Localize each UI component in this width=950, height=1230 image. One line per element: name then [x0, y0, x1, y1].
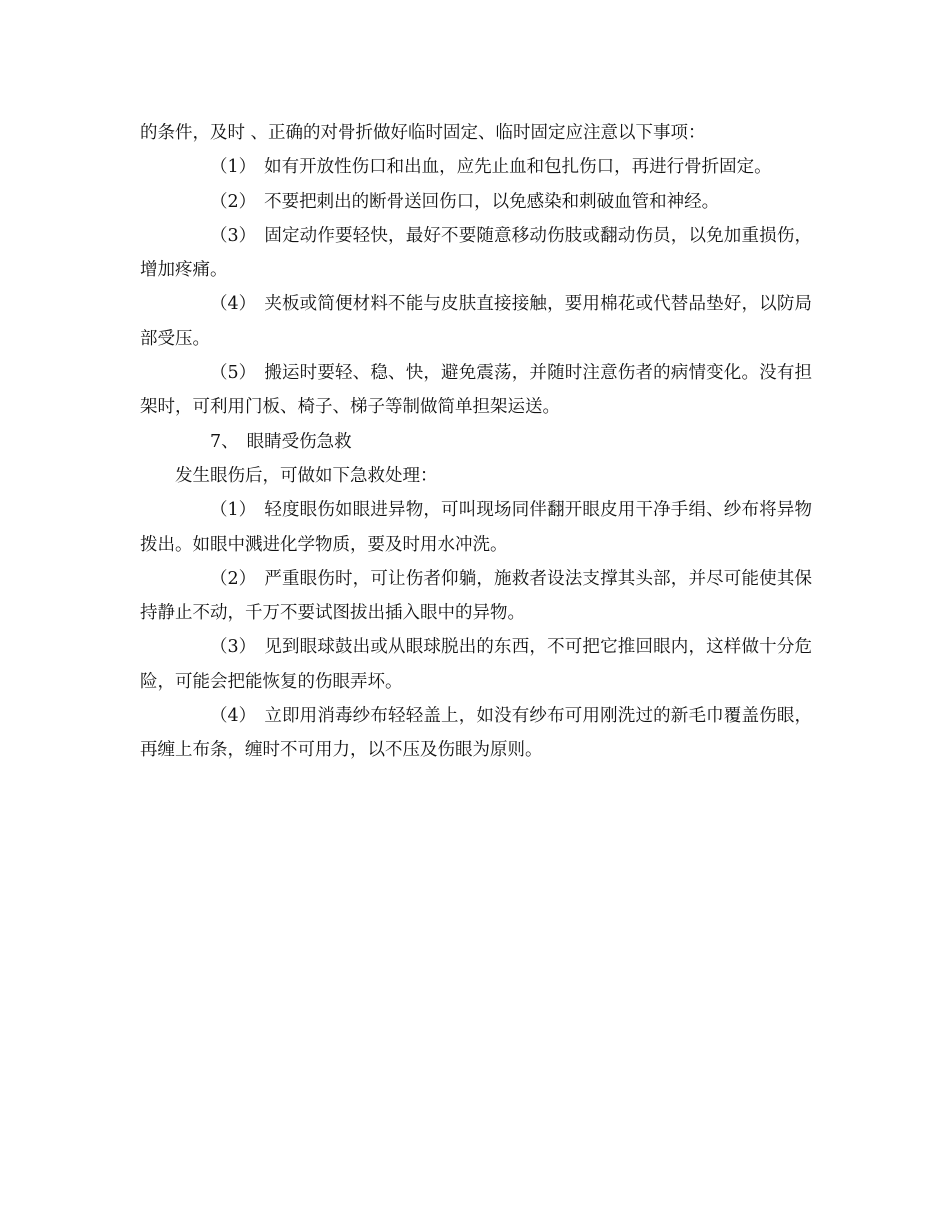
section-number: 7、 [210, 431, 239, 452]
paragraph-text: 不要把刺出的断骨送回伤口，以免感染和刺破血管和神经。 [264, 191, 720, 212]
paragraph-text: 搬运时要轻、稳、快，避免震荡，并随时注意伤者的病情变化。没有担架时，可利用门板、椅子、梯子等制做简单担架运送。 [140, 363, 812, 418]
paragraph-text: 严重眼伤时，可让伤者仰躺，施救者设法支撑其头部，并尽可能使其保持静止不动，千万不要试图拔出插入眼中的异物。 [140, 568, 812, 624]
paragraph-eye-item-4 [140, 699, 812, 768]
paragraph-intro [140, 116, 812, 150]
paragraph-eye-item-3 [140, 630, 812, 699]
section-title: 眼睛受伤急救 [246, 431, 352, 452]
list-marker: （3） [210, 637, 257, 658]
list-marker: （4） [210, 294, 257, 315]
paragraph-text: 固定动作要轻快，最好不要随意移动伤肢或翻动伤员，以免加重损伤，增加疼痛。 [140, 225, 812, 281]
paragraph-fracture-item-2 [140, 185, 812, 219]
paragraph-text: 夹板或简便材料不能与皮肤直接接触，要用棉花或代替品垫好，以防局部受压。 [140, 294, 812, 349]
list-marker: （1） [210, 157, 257, 178]
document-body [140, 116, 812, 768]
paragraph-text: 发生眼伤后，可做如下急救处理： [175, 465, 438, 486]
section-heading-eye-injury [140, 425, 812, 459]
paragraph-fracture-item-1 [140, 150, 812, 184]
paragraph-fracture-item-5 [140, 356, 812, 425]
paragraph-eye-item-1 [140, 493, 812, 562]
list-marker: （2） [210, 568, 257, 589]
list-marker: （1） [210, 500, 257, 521]
paragraph-text: 轻度眼伤如眼进异物，可叫现场同伴翻开眼皮用干净手绢、纱布将异物拨出。如眼中溅进化学物质，要及时用水冲洗。 [140, 500, 812, 555]
paragraph-eye-item-2 [140, 562, 812, 631]
list-marker: （3） [210, 225, 257, 246]
paragraph-fracture-item-4 [140, 287, 812, 356]
paragraph-fracture-item-3 [140, 219, 812, 288]
paragraph-eye-intro [140, 459, 812, 493]
list-marker: （5） [210, 363, 257, 384]
list-marker: （2） [210, 191, 257, 212]
paragraph-text: 立即用消毒纱布轻轻盖上，如没有纱布可用刚洗过的新毛巾覆盖伤眼，再缠上布条，缠时不可用力，以不压及伤眼为原则。 [140, 706, 812, 761]
paragraph-text: 见到眼球鼓出或从眼球脱出的东西，不可把它推回眼内，这样做十分危险，可能会把能恢复的伤眼弄坏。 [140, 637, 812, 692]
paragraph-text: 如有开放性伤口和出血，应先止血和包扎伤口，再进行骨折固定。 [264, 157, 772, 178]
paragraph-text: 的条件，及时 、正确的对骨折做好临时固定、临时固定应注意以下事项： [140, 123, 706, 143]
list-marker: （4） [210, 706, 257, 727]
